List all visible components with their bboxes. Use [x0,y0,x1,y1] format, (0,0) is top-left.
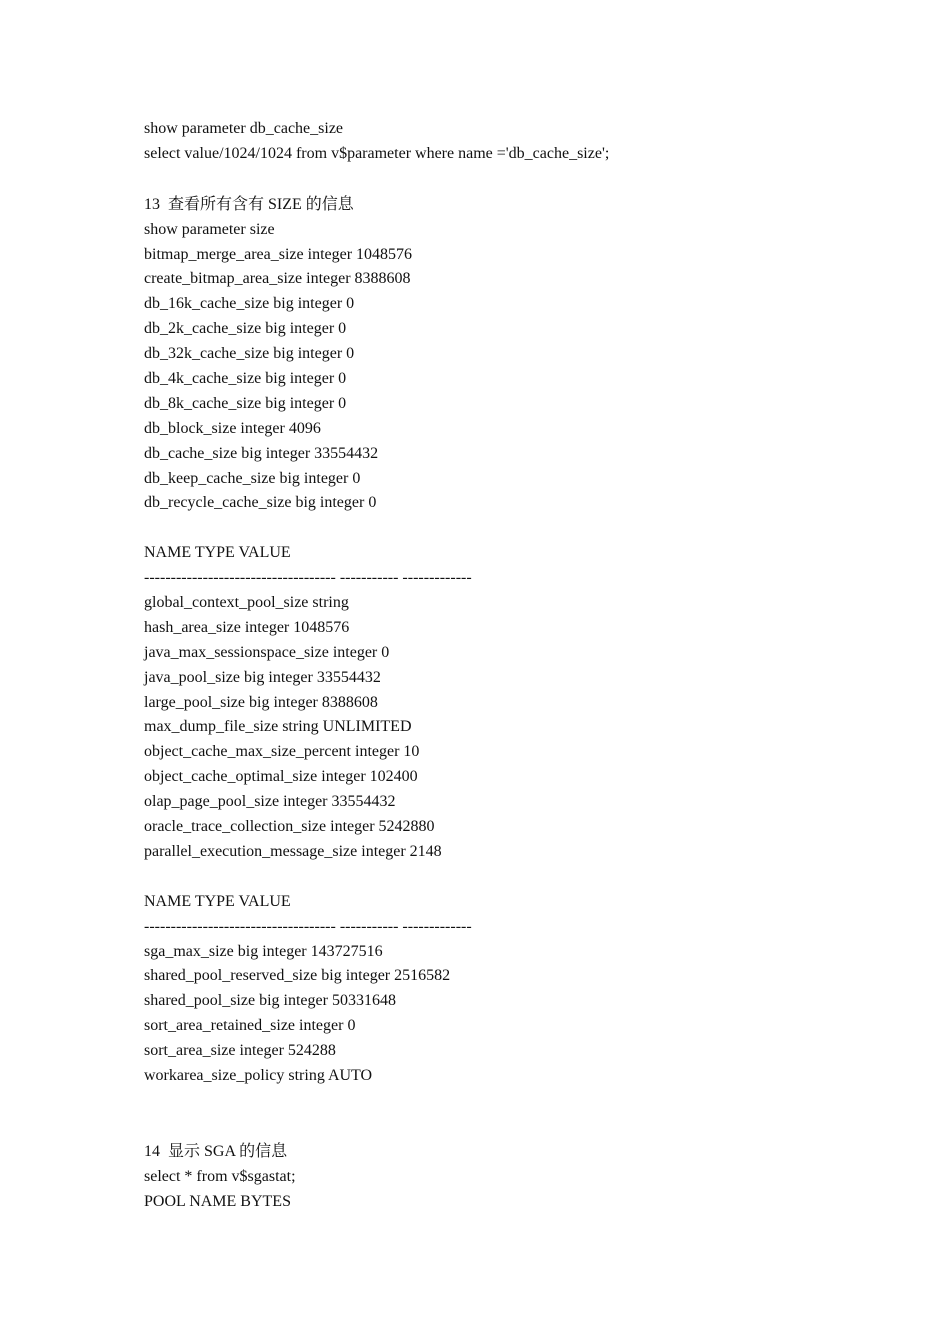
parameter-row: db_keep_cache_size big integer 0 [144,469,361,487]
table-row: olap_page_pool_size integer 33554432 [144,793,396,811]
table-row: java_max_sessionspace_size integer 0 [144,643,390,661]
table-row: max_dump_file_size string UNLIMITED [144,718,412,736]
table-row: sort_area_retained_size integer 0 [144,1017,356,1035]
table-row: global_context_pool_size string [144,594,349,612]
table-separator: ------------------------------------ ----------- ------------- [144,917,472,935]
parameter-row: create_bitmap_area_size integer 8388608 [144,270,411,288]
parameter-row: db_32k_cache_size big integer 0 [144,345,355,363]
section-heading: 14 显示 SGA 的信息 [144,1142,288,1160]
command-line: select * from v$sgastat; [144,1167,296,1185]
parameter-row: db_2k_cache_size big integer 0 [144,320,347,338]
spacer [144,1114,864,1139]
section-heading: 13 查看所有含有 SIZE 的信息 [144,195,354,213]
parameter-row: db_block_size integer 4096 [144,419,321,437]
parameter-row: db_cache_size big integer 33554432 [144,444,379,462]
parameter-row: db_16k_cache_size big integer 0 [144,295,355,313]
table-row: sga_max_size big integer 143727516 [144,942,383,960]
table-row: large_pool_size big integer 8388608 [144,693,378,711]
spacer [144,1089,864,1114]
parameter-row: bitmap_merge_area_size integer 1048576 [144,245,413,263]
document-page [144,117,864,1214]
table-row: workarea_size_policy string AUTO [144,1066,373,1084]
command-line: show parameter size [144,220,275,238]
parameter-row: db_recycle_cache_size big integer 0 [144,494,377,512]
table-row: hash_area_size integer 1048576 [144,618,350,636]
table-row: sort_area_size integer 524288 [144,1042,336,1060]
table-header: NAME TYPE VALUE [144,892,291,910]
table-row: shared_pool_size big integer 50331648 [144,992,396,1010]
table-row: object_cache_optimal_size integer 102400 [144,768,418,786]
table-header: NAME TYPE VALUE [144,544,291,562]
spacer [144,865,864,890]
table-row: parallel_execution_message_size integer 2148 [144,842,442,860]
parameter-row: db_8k_cache_size big integer 0 [144,394,347,412]
table-separator: ------------------------------------ ----------- ------------- [144,569,472,587]
command-line: select value/1024/1024 from v$parameter where name ='db_cache_size'; [144,144,610,162]
table-row: shared_pool_reserved_size big integer 2516582 [144,967,451,985]
spacer [144,167,864,192]
table-row: java_pool_size big integer 33554432 [144,668,381,686]
table-header: POOL NAME BYTES [144,1192,291,1210]
spacer [144,516,864,541]
table-row: oracle_trace_collection_size integer 5242880 [144,818,435,836]
table-row: object_cache_max_size_percent integer 10 [144,743,420,761]
command-line: show parameter db_cache_size [144,120,344,137]
parameter-row: db_4k_cache_size big integer 0 [144,370,347,388]
